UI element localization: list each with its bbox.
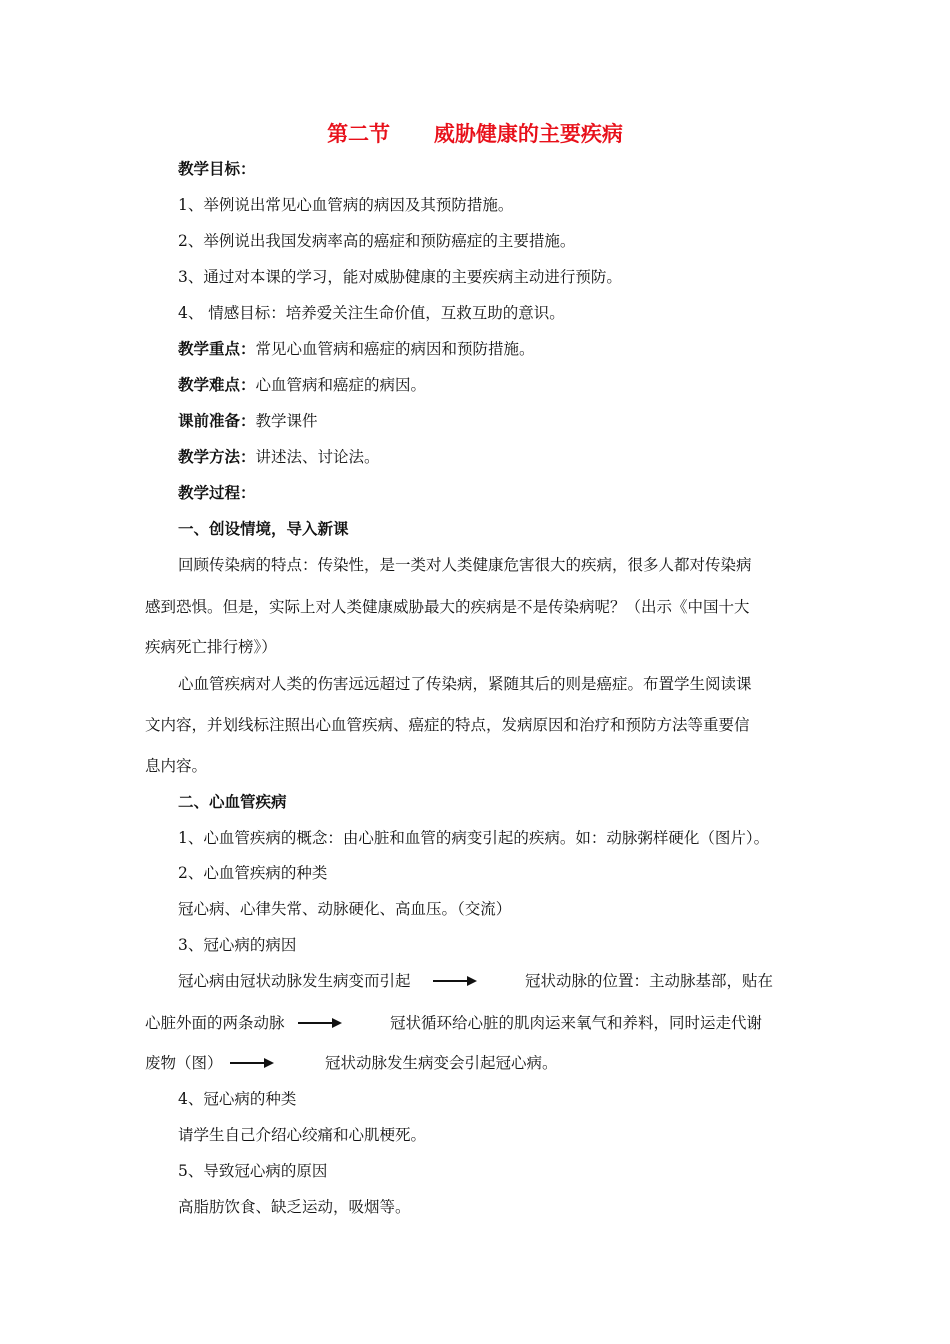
paragraph-line: 回顾传染病的特点：传染性，是一类对人类健康危害很大的疾病，很多人都对传染病 xyxy=(178,556,752,574)
right-arrow-icon xyxy=(298,1017,342,1029)
paragraph-line: 文内容，并划线标注照出心血管疾病、癌症的特点，发病原因和治疗和预防方法等重要信 xyxy=(145,716,750,734)
process-heading: 教学过程： xyxy=(178,484,256,502)
paragraph-line: 息内容。 xyxy=(145,757,208,775)
right-arrow-icon xyxy=(230,1057,274,1069)
section2-heading: 二、心血管疾病 xyxy=(178,793,287,811)
list-item: 2、心血管疾病的种类 xyxy=(178,864,328,882)
objective-item: 2、举例说出我国发病率高的癌症和预防癌症的主要措施。 xyxy=(178,232,576,250)
list-item: 5、导致冠心病的原因 xyxy=(178,1162,328,1180)
methods-label: 教学方法： xyxy=(178,448,256,466)
page-title: 第二节 威胁健康的主要疾病 xyxy=(327,122,623,146)
paragraph-line: 心血管疾病对人类的伤害远远超过了传染病，紧随其后的则是癌症。布置学生阅读课 xyxy=(178,675,752,693)
difficulties xyxy=(178,374,426,396)
difficulties-label: 教学难点： xyxy=(178,376,256,394)
list-item: 4、冠心病的种类 xyxy=(178,1090,297,1108)
list-item: 3、冠心病的病因 xyxy=(178,936,297,954)
body-text: 高脂肪饮食、缺乏运动，吸烟等。 xyxy=(178,1198,411,1216)
paragraph-line: 疾病死亡排行榜》） xyxy=(145,638,277,656)
paragraph-line: 感到恐惧。但是，实际上对人类健康威胁最大的疾病是不是传染病呢？（出示《中国十大 xyxy=(145,598,750,616)
objective-item: 4、 情感目标：培养爱关注生命价值，互救互助的意识。 xyxy=(178,304,565,322)
objective-item: 3、通过对本课的学习，能对威胁健康的主要疾病主动进行预防。 xyxy=(178,268,622,286)
preparation xyxy=(178,410,318,432)
cause-text: 冠状动脉的位置：主动脉基部，贴在 xyxy=(525,972,774,990)
section1-heading: 一、创设情境，导入新课 xyxy=(178,520,349,538)
cause-text: 冠心病由冠状动脉发生病变而引起 xyxy=(178,972,411,990)
cause-text: 心脏外面的两条动脉 xyxy=(145,1014,285,1032)
preparation-text: 教学课件 xyxy=(255,412,318,430)
preparation-label: 课前准备： xyxy=(178,412,256,430)
body-text: 请学生自己介绍心绞痛和心肌梗死。 xyxy=(178,1126,427,1144)
methods-text: 讲述法、讨论法。 xyxy=(255,448,380,466)
cause-text: 废物（图） xyxy=(145,1054,223,1072)
right-arrow-icon xyxy=(433,975,477,987)
cause-text: 冠状动脉发生病变会引起冠心病。 xyxy=(325,1054,558,1072)
list-item: 1、心血管疾病的概念：由心脏和血管的病变引起的疾病。如：动脉粥样硬化（图片）。 xyxy=(178,829,770,847)
difficulties-text: 心血管病和癌症的病因。 xyxy=(255,376,427,394)
key-points xyxy=(178,338,535,360)
methods xyxy=(178,446,380,468)
key-points-text: 常见心血管病和癌症的病因和预防措施。 xyxy=(255,340,535,358)
body-text: 冠心病、心律失常、动脉硬化、高血压。（交流） xyxy=(178,900,512,918)
objective-item: 1、举例说出常见心血管病的病因及其预防措施。 xyxy=(178,196,514,214)
cause-text: 冠状循环给心脏的肌肉运来氧气和养料，同时运走代谢 xyxy=(390,1014,763,1032)
key-points-label: 教学重点： xyxy=(178,340,256,358)
objectives-heading: 教学目标： xyxy=(178,160,256,178)
